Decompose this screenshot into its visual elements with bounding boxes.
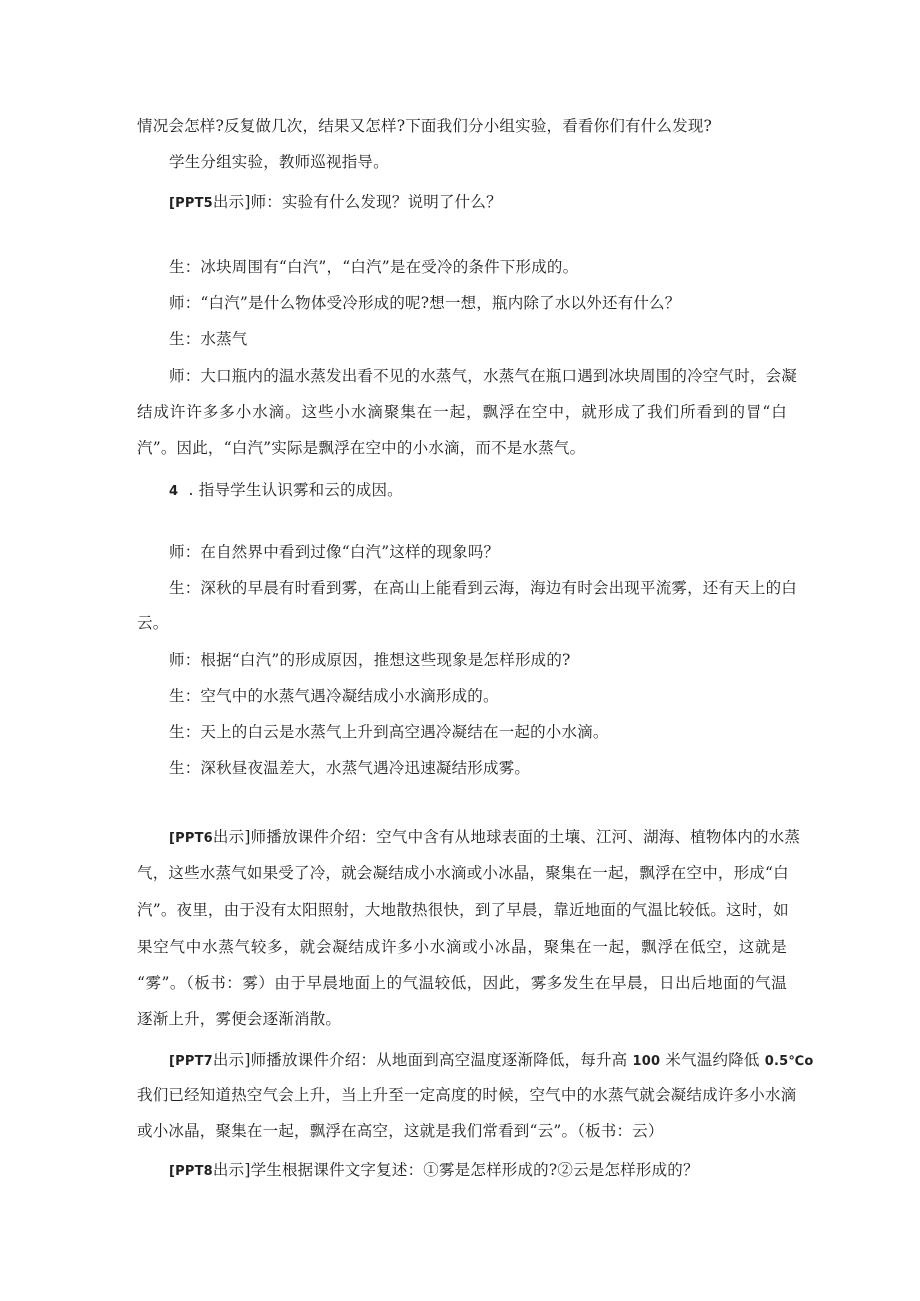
number-value: 0.5℃o — [764, 1054, 814, 1069]
number-value: 100 — [632, 1054, 661, 1069]
paragraph-line: 汽”。夜里，由于没有太阳照射，大地散热很快，到了早晨，靠近地面的气温比较低。这时，如 — [137, 901, 789, 919]
paragraph-line: [PPT8出示]学生根据课件文字复述：①雾是怎样形成的?②云是怎样形成的？ — [169, 1161, 699, 1179]
paragraph-line: 逐渐上升，雾便会逐渐消散。 — [137, 1010, 342, 1028]
paragraph-line: 结成许许多多小水滴。这些小水滴聚集在一起，飘浮在空中，就形成了我们所看到的冒“白 — [137, 403, 787, 421]
paragraph-line: 或小冰晶，聚集在一起，飘浮在高空，这就是我们常看到“云”。（板书：云） — [137, 1122, 664, 1140]
paragraph-line: [PPT7出示]师播放课件介绍：从地面到高空温度逐渐降低，每升高 100 米气温约降低 0.5℃o — [169, 1051, 814, 1069]
ppt-tag: [PPT7 — [169, 1054, 213, 1069]
paragraph-line: 生：水蒸气 — [169, 330, 248, 348]
paragraph-line: 师：“白汽”是什么物体受冷形成的呢?想一想，瓶内除了水以外还有什么？ — [169, 294, 681, 312]
paragraph-line: 师：根据“白汽”的形成原因，推想这些现象是怎样形成的? — [169, 651, 571, 669]
paragraph-line: 生：深秋昼夜温差大，水蒸气遇冷迅速凝结形成雾。 — [169, 759, 531, 777]
paragraph-line: [PPT5出示]师：实验有什么发现？说明了什么？ — [169, 193, 502, 211]
section-number: 4 — [169, 484, 179, 499]
ppt-tag: [PPT8 — [169, 1164, 213, 1179]
paragraph-line: 云。 — [137, 614, 169, 632]
paragraph-line: 情况会怎样?反复做几次，结果又怎样?下面我们分小组实验，看看你们有什么发现? — [137, 117, 713, 135]
ppt-tag: [PPT5 — [169, 196, 213, 211]
paragraph-line: 生：深秋的早晨有时看到雾，在高山上能看到云海，海边有时会出现平流雾，还有天上的白 — [169, 579, 798, 597]
paragraph-line: 师：在自然界中看到过像“白汽”这样的现象吗？ — [169, 543, 500, 561]
paragraph-line: 气，这些水蒸气如果受了冷，就会凝结成小水滴或小冰晶，聚集在一起，飘浮在空中，形成“白 — [137, 864, 789, 882]
paragraph-line: 汽”。因此，“白汽”实际是飘浮在空中的小水滴，而不是水蒸气。 — [137, 439, 586, 457]
paragraph-line: 生：空气中的水蒸气遇冷凝结成小水滴形成的。 — [169, 687, 499, 705]
section-heading: 4 . 指导学生认识雾和云的成因。 — [169, 481, 403, 499]
paragraph-line: “雾”。（板书：雾）由于早晨地面上的气温较低，因此，雾多发生在早晨，日出后地面的气温 — [137, 974, 787, 992]
paragraph-line: 生：冰块周围有“白汽”，“白汽”是在受冷的条件下形成的。 — [169, 258, 579, 276]
paragraph-line: 师：大口瓶内的温水蒸发出看不见的水蒸气，水蒸气在瓶口遇到冰块周围的冷空气时，会凝 — [169, 367, 798, 385]
paragraph-line: 学生分组实验，教师巡视指导。 — [169, 153, 389, 171]
paragraph-line: 果空气中水蒸气较多，就会凝结成许多小水滴或小冰晶，聚集在一起，飘浮在低空，这就是 — [137, 938, 787, 956]
paragraph-line: [PPT6出示]师播放课件介绍：空气中含有从地球表面的土壤、江河、湖海、植物体内的水蒸 — [169, 828, 801, 846]
paragraph-line: 我们已经知道热空气会上升，当上升至一定高度的时候，空气中的水蒸气就会凝结成许多小水滴 — [137, 1086, 797, 1104]
paragraph-line: 生：天上的白云是水蒸气上升到高空遇冷凝结在一起的小水滴。 — [169, 723, 609, 741]
ppt-tag: [PPT6 — [169, 831, 213, 846]
